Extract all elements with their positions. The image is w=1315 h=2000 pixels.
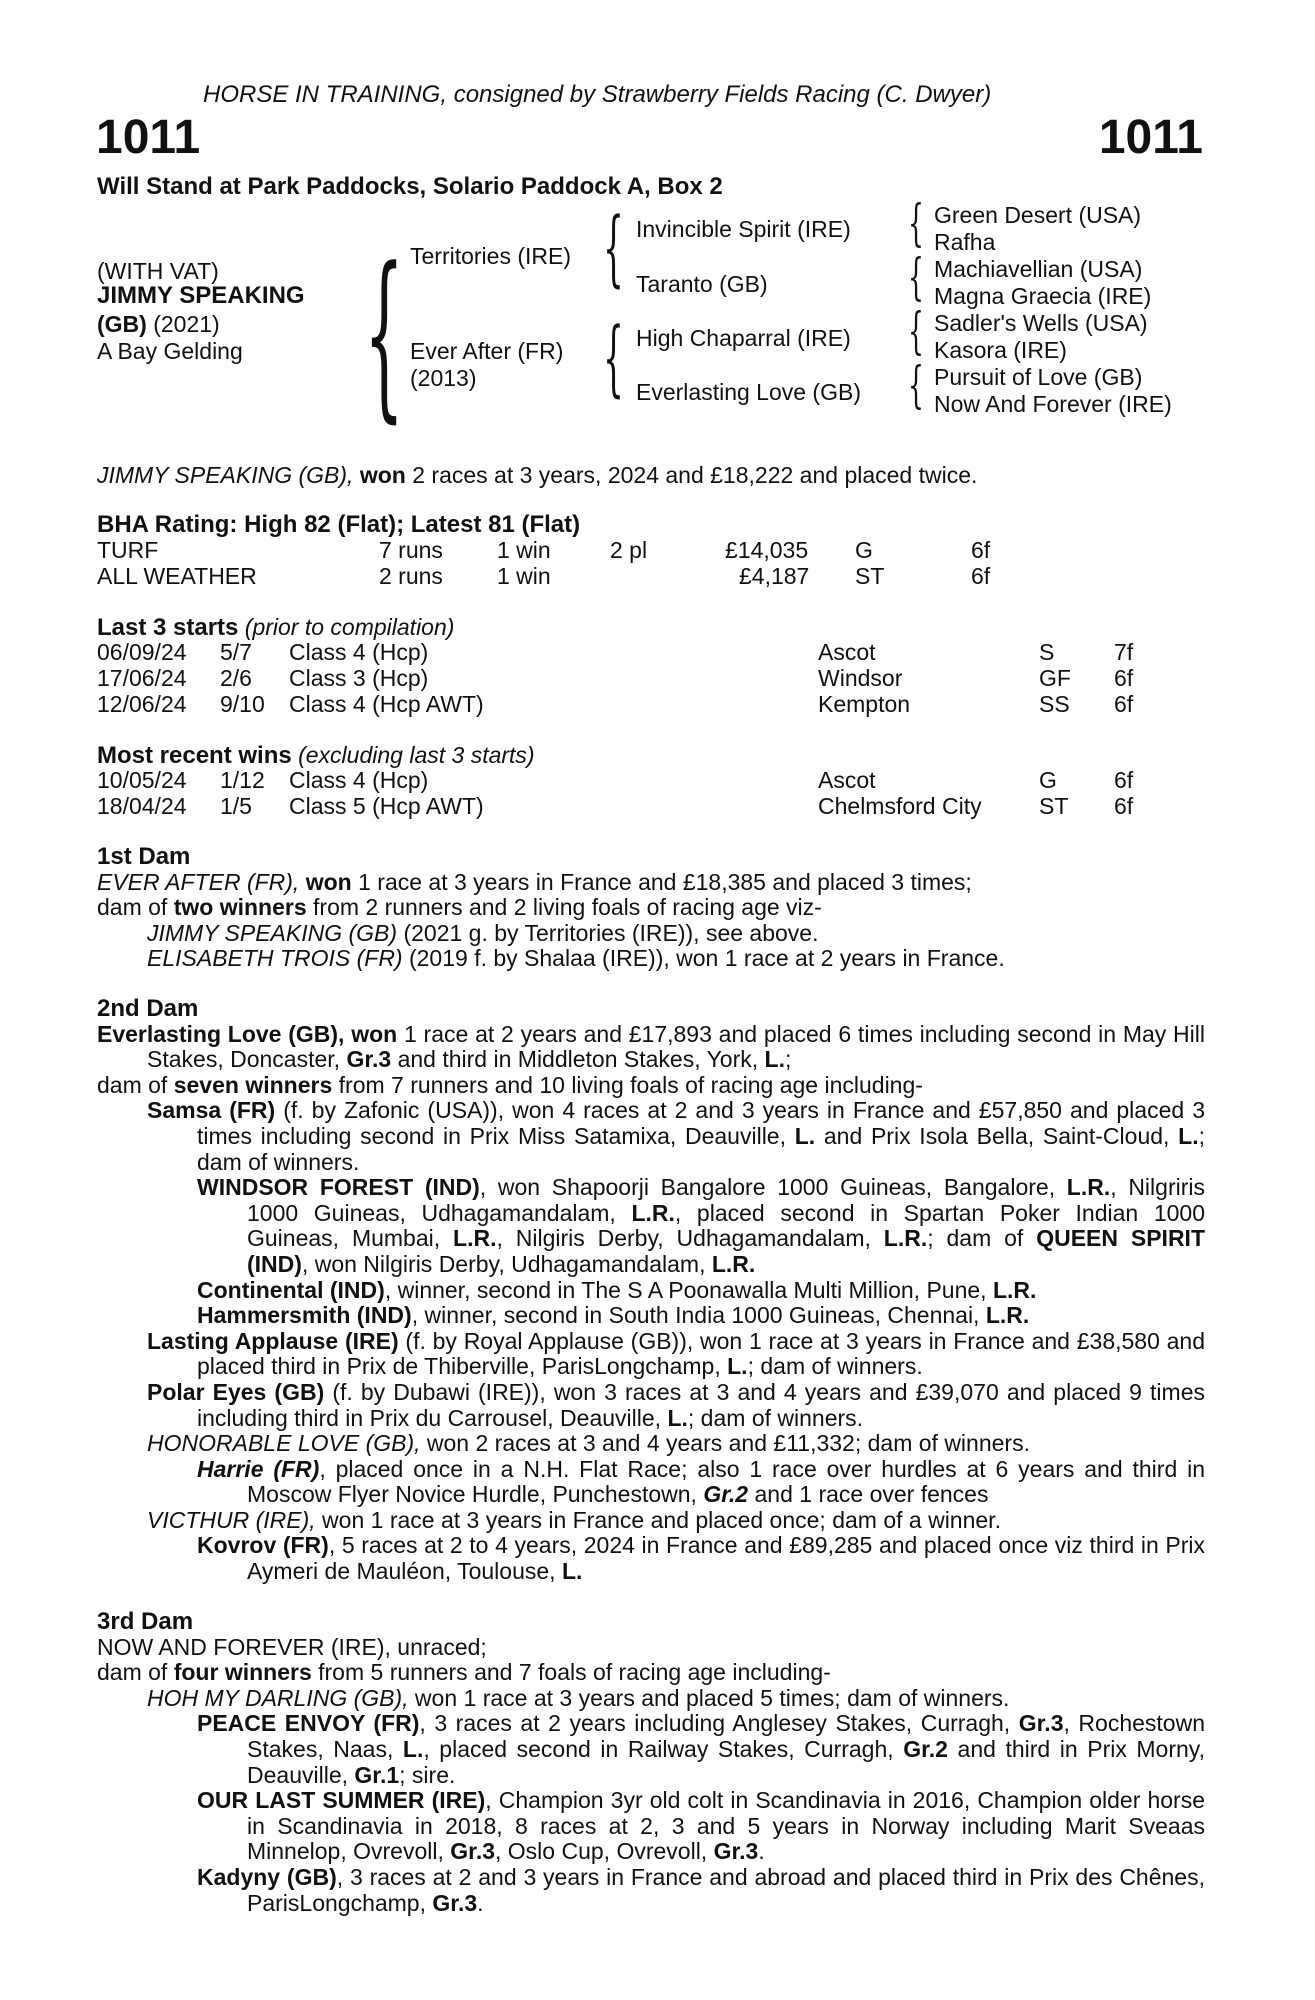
- produce-name: Harrie (FR): [197, 1455, 320, 1482]
- pedigree-brace-main: {: [364, 230, 405, 439]
- pedigree-gen2-3: High Chaparral (IRE): [636, 325, 851, 351]
- start-distance: 7f: [1114, 639, 1134, 665]
- win-course: Ascot: [818, 767, 876, 793]
- produce-entry: [97, 946, 1205, 972]
- text: ; dam of winners.: [747, 1353, 923, 1380]
- won-label: won: [351, 1020, 398, 1047]
- grade: L.R.: [985, 1302, 1030, 1329]
- rating-surface: TURF: [97, 537, 159, 563]
- rating-going: G: [855, 537, 873, 563]
- rating-runs: 2 runs: [379, 563, 443, 589]
- text: , Champion 3yr old colt in Scandinavia in 2016, Champion older horse in Scandinavia in 2018, 8 races at 2, 3 and 5 years in Norway including Marit Sveaas Minnelop, Ovrevoll,: [247, 1787, 1205, 1865]
- grade: Gr.3: [1018, 1710, 1064, 1737]
- grade: L.R.: [631, 1199, 675, 1226]
- win-going: ST: [1039, 793, 1069, 819]
- pedigree-gen3-5: Sadler's Wells (USA): [934, 310, 1148, 336]
- win-position: 1/5: [220, 793, 252, 819]
- produce-entry: [97, 921, 1205, 947]
- produce-name: JIMMY SPEAKING (GB): [147, 919, 398, 946]
- pedigree-gen3-8: Now And Forever (IRE): [934, 391, 1172, 417]
- text: , won Shapoorji Bangalore 1000 Guineas, Bangalore,: [479, 1174, 1067, 1201]
- horse-country: (GB): [97, 311, 147, 337]
- text: , winner, second in The S A Poonawalla Multi Million, Pune,: [384, 1276, 993, 1303]
- grade: L.R.: [1066, 1174, 1111, 1201]
- text: from 5 runners and 7 foals of racing age including-: [311, 1659, 831, 1686]
- last3-heading: [97, 614, 454, 641]
- produce-entry: [97, 1431, 1205, 1457]
- horse-name: JIMMY SPEAKING: [97, 282, 305, 309]
- start-distance: 6f: [1114, 665, 1134, 691]
- win-class: Class 5 (Hcp AWT): [289, 793, 484, 819]
- text: (f. by Royal Applause (GB)), won 1 race at 3 years in France and £38,580 and placed third in Prix de Thiberville, ParisLongchamp,: [197, 1327, 1206, 1380]
- pedigree-gen3-2: Rafha: [934, 229, 996, 255]
- pedigree-gen2-2: Taranto (GB): [636, 271, 768, 297]
- start-going: GF: [1039, 665, 1071, 691]
- produce-entry: [97, 1533, 1205, 1584]
- produce-entry: [97, 1278, 1205, 1304]
- grade: Gr.3: [432, 1889, 478, 1916]
- pedigree-gen2-1: Invincible Spirit (IRE): [636, 216, 851, 242]
- grade: L.: [667, 1404, 688, 1431]
- start-class: Class 3 (Hcp): [289, 665, 429, 691]
- text: , winner, second in South India 1000 Guineas, Chennai,: [411, 1302, 986, 1329]
- text: , 3 races at 2 years including Anglesey Stakes, Curragh,: [419, 1710, 1019, 1737]
- rating-prize: £14,035: [725, 537, 809, 563]
- text: won 1 race at 3 years and placed 5 times; dam of winners.: [408, 1684, 1010, 1711]
- produce-name: OUR LAST SUMMER (IRE): [197, 1787, 486, 1814]
- grade: Gr.3: [713, 1838, 759, 1865]
- text: , placed second in Spartan Poker Indian 1000 Guineas, Mumbai,: [247, 1199, 1205, 1252]
- grade: L.: [561, 1558, 583, 1585]
- horse-year: (2021): [146, 311, 220, 337]
- last3-title: Last 3 starts: [97, 614, 239, 641]
- grade: L.: [764, 1046, 785, 1073]
- text: won 1 race at 3 years in France and placed once; dam of a winner.: [315, 1506, 1001, 1533]
- rating-runs: 7 runs: [379, 537, 443, 563]
- start-class: Class 4 (Hcp): [289, 639, 429, 665]
- grade: Gr.3: [450, 1838, 496, 1865]
- third-dam-section: [97, 1609, 1205, 1916]
- text: and third in Middleton Stakes, York,: [391, 1046, 765, 1073]
- race-summary: [97, 462, 977, 488]
- produce-entry: [97, 1457, 1205, 1508]
- start-class: Class 4 (Hcp AWT): [289, 691, 484, 717]
- produce-name: Samsa (FR): [147, 1097, 276, 1124]
- start-distance: 6f: [1114, 691, 1134, 717]
- produce-name: HONORABLE LOVE (GB),: [147, 1430, 421, 1457]
- produce-name: Hammersmith (IND): [197, 1302, 412, 1329]
- text: , Nilgriris 1000 Guineas, Udhagamandalam,: [247, 1174, 1205, 1226]
- pedigree-gen3-1: Green Desert (USA): [934, 202, 1142, 228]
- pedigree-brace-sire: {: [603, 201, 624, 296]
- text: ; dam of winners.: [197, 1122, 1205, 1175]
- rating-places: 2 pl: [610, 537, 648, 563]
- grade: L.R.: [711, 1250, 756, 1277]
- first-dam-record: [97, 870, 1205, 896]
- winners-count: seven winners: [173, 1071, 333, 1098]
- start-date: 12/06/24: [97, 691, 187, 717]
- start-date: 17/06/24: [97, 665, 187, 691]
- second-dam-produce: [97, 1073, 1205, 1099]
- text: , Nilgiris Derby, Udhagamandalam,: [496, 1225, 884, 1252]
- grade: L.: [402, 1735, 424, 1762]
- first-dam-rest: 1 race at 3 years in France and £18,385 and placed 3 times;: [351, 868, 972, 895]
- start-course: Ascot: [818, 639, 876, 665]
- produce-name: ELISABETH TROIS (FR): [147, 945, 403, 972]
- start-position: 9/10: [220, 691, 265, 717]
- text: 1 race at 2 years and £17,893 and placed 6 times including second in May Hill Stakes, Doncaster,: [147, 1020, 1205, 1073]
- last3-note: (prior to compilation): [238, 614, 455, 640]
- text: .: [758, 1838, 765, 1865]
- wins-note: (excluding last 3 starts): [291, 742, 535, 768]
- lot-number-right: 1011: [1098, 111, 1203, 164]
- grade: L.: [794, 1122, 816, 1149]
- summary-rest: 2 races at 3 years, 2024 and £18,222 and placed twice.: [405, 462, 978, 488]
- pedigree-gen2-4: Everlasting Love (GB): [636, 379, 861, 405]
- first-dam-produce: [97, 895, 1205, 921]
- text: and 1 race over fences: [748, 1481, 989, 1508]
- pedigree-dam-year: (2013): [410, 365, 477, 391]
- wins-heading: [97, 742, 535, 769]
- grade: Gr.1: [354, 1761, 400, 1788]
- text: , Rochestown Stakes, Naas,: [247, 1710, 1205, 1762]
- third-dam-heading: 3rd Dam: [97, 1608, 194, 1635]
- text: dam of: [97, 894, 174, 921]
- pedigree-brace-g3-3: {: [908, 302, 924, 360]
- text: , 5 races at 2 to 4 years, 2024 in France and £89,285 and placed once viz third in Prix Aymeri de Mauléon, Toulouse,: [247, 1532, 1205, 1585]
- text: ; dam of: [927, 1225, 1037, 1252]
- vat-note: (WITH VAT): [97, 258, 219, 284]
- text: from 2 runners and 2 living foals of racing age viz-: [306, 894, 822, 921]
- win-distance: 6f: [1114, 793, 1134, 819]
- win-distance: 6f: [1114, 767, 1134, 793]
- text: (f. by Zafonic (USA)), won 4 races at 2 and 3 years in France and £57,850 and placed 3 times including second in Prix Miss Satamixa, Deauville,: [197, 1097, 1205, 1149]
- pedigree-gen3-6: Kasora (IRE): [934, 337, 1067, 363]
- start-date: 06/09/24: [97, 639, 187, 665]
- grade: L.: [1178, 1122, 1199, 1149]
- grade: L.R.: [453, 1225, 497, 1252]
- start-course: Kempton: [818, 691, 911, 717]
- text: dam of: [97, 1659, 174, 1686]
- rating-title: BHA Rating: High 82 (Flat); Latest 81 (Flat): [97, 511, 581, 538]
- grade: Gr.3: [346, 1046, 392, 1073]
- grade: L.R.: [883, 1225, 928, 1252]
- stabling-info: Will Stand at Park Paddocks, Solario Paddock A, Box 2: [97, 173, 723, 200]
- rating-prize: £4,187: [739, 563, 810, 589]
- text: from 7 runners and 10 living foals of racing age including-: [332, 1071, 923, 1098]
- first-dam-won: won: [305, 868, 352, 895]
- win-class: Class 4 (Hcp): [289, 767, 429, 793]
- rating-distance: 6f: [971, 563, 991, 589]
- grade: L.: [727, 1353, 748, 1380]
- rating-wins: 1 win: [497, 563, 551, 589]
- first-dam-section: [97, 844, 1205, 972]
- pedigree-brace-g3-2: {: [908, 248, 924, 306]
- win-course: Chelmsford City: [818, 793, 982, 819]
- produce-entry: [97, 1686, 1205, 1712]
- pedigree-sire: Territories (IRE): [410, 243, 572, 269]
- text: (f. by Dubawi (IRE)), won 3 races at 3 and 4 years and £39,070 and placed 9 times including third in Prix du Carrousel, Deauville,: [197, 1378, 1205, 1431]
- summary-won: won: [359, 462, 406, 488]
- start-going: S: [1039, 639, 1055, 665]
- rating-surface: ALL WEATHER: [97, 563, 257, 589]
- produce-name: PEACE ENVOY (FR): [197, 1710, 420, 1737]
- summary-horse-name: JIMMY SPEAKING (GB),: [97, 462, 354, 488]
- consignment-line: HORSE IN TRAINING, consigned by Strawberry Fields Racing (C. Dwyer): [203, 81, 992, 108]
- grade: L.R.: [992, 1276, 1037, 1303]
- pedigree-gen3-7: Pursuit of Love (GB): [934, 364, 1143, 390]
- second-dam-heading: 2nd Dam: [97, 995, 199, 1022]
- win-date: 10/05/24: [97, 767, 187, 793]
- lot-number-left: 1011: [96, 111, 201, 164]
- winners-count: four winners: [173, 1659, 312, 1686]
- produce-entry: [97, 1788, 1205, 1865]
- text: ; dam of winners.: [687, 1404, 864, 1431]
- first-dam-name: EVER AFTER (FR),: [97, 868, 300, 895]
- win-position: 1/12: [220, 767, 265, 793]
- produce-entry: [97, 1098, 1205, 1175]
- rating-wins: 1 win: [497, 537, 551, 563]
- pedigree-brace-g3-4: {: [908, 356, 924, 414]
- horse-description: A Bay Gelding: [97, 338, 243, 364]
- first-dam-heading: 1st Dam: [97, 843, 191, 870]
- produce-entry: [97, 1508, 1205, 1534]
- text: dam of: [97, 1071, 174, 1098]
- text: .: [477, 1889, 484, 1916]
- second-dam-name: Everlasting Love (GB),: [97, 1020, 345, 1047]
- win-going: G: [1039, 767, 1057, 793]
- start-course: Windsor: [818, 665, 903, 691]
- win-date: 18/04/24: [97, 793, 187, 819]
- produce-entry: [97, 1865, 1205, 1916]
- text: and third in Prix Morny, Deauville,: [247, 1735, 1205, 1788]
- text: won 2 races at 3 and 4 years and £11,332; dam of winners.: [420, 1430, 1030, 1457]
- winners-count: two winners: [173, 894, 307, 921]
- pedigree-brace-g3-1: {: [908, 194, 924, 252]
- produce-entry: [97, 1175, 1205, 1277]
- rating-going: ST: [855, 563, 885, 589]
- produce-name: Lasting Applause (IRE): [147, 1327, 399, 1354]
- text: (2021 g. by Territories (IRE)), see above.: [397, 919, 819, 946]
- pedigree-gen3-3: Machiavellian (USA): [934, 256, 1143, 282]
- third-dam-produce: [97, 1660, 1205, 1686]
- produce-name: Polar Eyes (GB): [147, 1378, 325, 1405]
- text: , placed second in Railway Stakes, Curragh,: [423, 1735, 904, 1762]
- grade: Gr.2: [703, 1481, 749, 1508]
- start-going: SS: [1039, 691, 1070, 717]
- text: , won Nilgiris Derby, Udhagamandalam,: [301, 1250, 712, 1277]
- produce-entry: [97, 1303, 1205, 1329]
- produce-name: Continental (IND): [197, 1276, 385, 1303]
- start-position: 2/6: [220, 665, 252, 691]
- produce-name: VICTHUR (IRE),: [147, 1506, 316, 1533]
- text: , placed once in a N.H. Flat Race; also 1 race over hurdles at 6 years and third in Moscow Flyer Novice Hurdle, Punchestown,: [247, 1455, 1205, 1508]
- text: ;: [785, 1046, 792, 1073]
- produce-name: QUEEN SPIRIT (IND): [247, 1225, 1205, 1277]
- start-position: 5/7: [220, 639, 252, 665]
- rating-distance: 6f: [971, 537, 991, 563]
- produce-name: Kovrov (FR): [197, 1532, 329, 1559]
- produce-entry: [97, 1329, 1205, 1380]
- third-dam-record: NOW AND FOREVER (IRE), unraced;: [97, 1633, 487, 1660]
- second-dam-section: [97, 996, 1205, 1585]
- produce-entry: [97, 1380, 1205, 1431]
- text: ; sire.: [399, 1761, 456, 1788]
- text: , Oslo Cup, Ovrevoll,: [495, 1838, 714, 1865]
- produce-name: HOH MY DARLING (GB),: [147, 1684, 409, 1711]
- produce-name: Kadyny (GB): [197, 1863, 337, 1890]
- pedigree-gen3-4: Magna Graecia (IRE): [934, 283, 1152, 309]
- wins-title: Most recent wins: [97, 742, 292, 769]
- text: (2019 f. by Shalaa (IRE)), won 1 race at 2 years in France.: [402, 945, 1005, 972]
- pedigree-dam: Ever After (FR): [410, 338, 564, 364]
- horse-origin: [97, 311, 220, 337]
- text: and Prix Isola Bella, Saint-Cloud,: [815, 1122, 1179, 1149]
- pedigree-brace-dam: {: [603, 311, 624, 406]
- text: , 3 races at 2 and 3 years in France and abroad and placed third in Prix des Chênes, ParisLongchamp,: [247, 1863, 1205, 1916]
- grade: Gr.2: [903, 1735, 948, 1762]
- second-dam-record: [97, 1022, 1205, 1073]
- produce-entry: [97, 1711, 1205, 1788]
- produce-name: WINDSOR FOREST (IND): [197, 1174, 480, 1201]
